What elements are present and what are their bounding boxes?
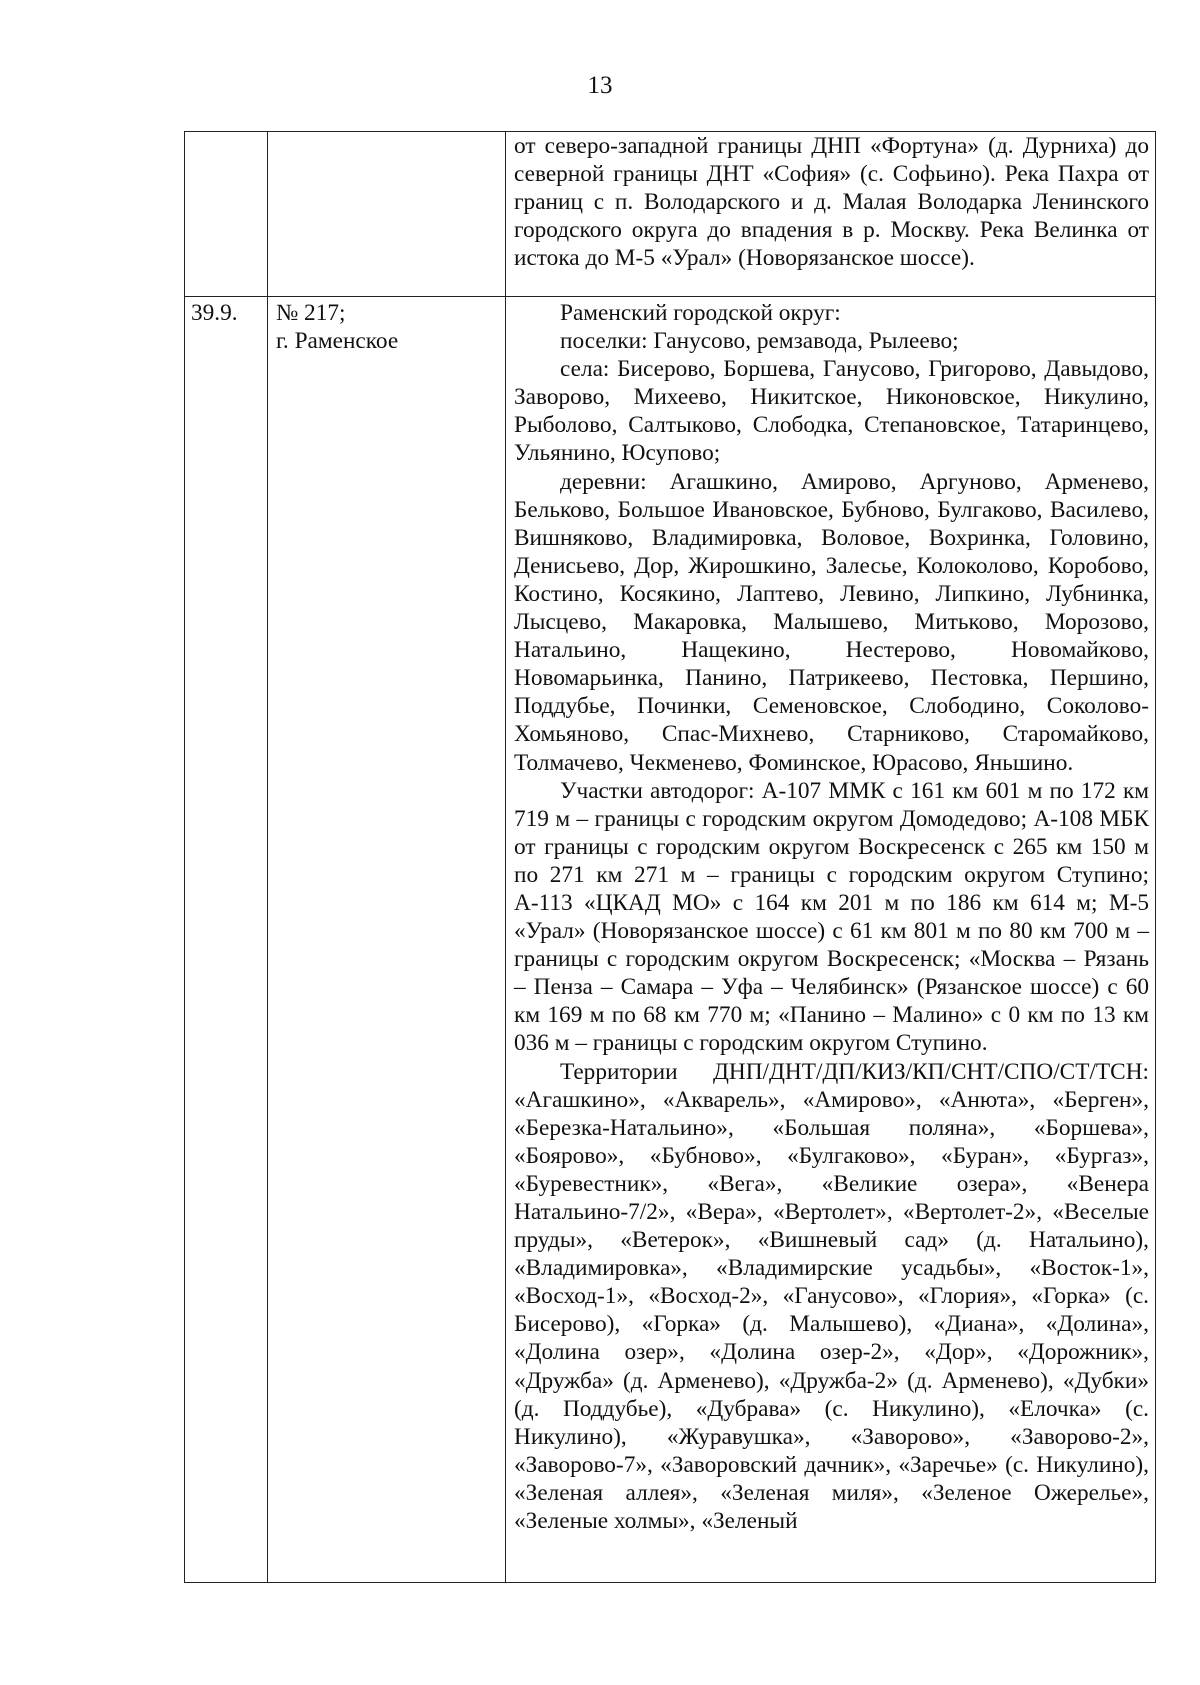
- description-paragraph-settlements: поселки: Ганусово, ремзавода, Рылеево;: [560, 328, 959, 355]
- region-description-cell: [506, 132, 1156, 297]
- regions-table: [184, 131, 1156, 1583]
- region-description-cell: [506, 297, 1156, 1583]
- district-city: г. Раменское: [276, 328, 399, 355]
- description-paragraph-territories: Территории ДНП/ДНТ/ДП/КИЗ/КП/СНТ/СПО/СТ/ТСН: «Агашкино», «Акварель», «Амирово», «Анюта», «Берген», «Березка-Натальино», «Большая поляна», «Боршева», «Боярово», «Бубново», «Булгаково», «Буран», «Бургаз», «Буревестник», «Вега», «Великие озера», «Венера Натальино-7/2», «Вера», «Вертолет», «Вертолет-2», «Веселые пруды», «Ветерок», «Вишневый сад» (д. Натальино), «Владимировка», «Владимирские усадьбы», «Восток-1», «Восход-1», «Восход-2», «Ганусово», «Глория», «Горка» (с. Бисерово), «Горка» (д. Малышево), «Диана», «Долина», «Долина озер», «Долина озер-2», «Дор», «Дорожник», «Дружба» (д. Арменево), «Дружба-2» (д. Арменево), «Дубки» (д. Поддубье), «Дубрава» (с. Никулино), «Елочка» (с. Никулино), «Журавушка», «Заворово», «Заворово-2», «Заворово-7», «Заворовский дачник», «Заречье» (с. Никулино), «Зеленая аллея», «Зеленая миля», «Зеленое Ожерелье», «Зеленые холмы», «Зеленый: [514, 1058, 1149, 1535]
- description-paragraph-hamlets: деревни: Агашкино, Амирово, Аргуново, Арменево, Бельково, Большое Ивановское, Бубново, Булгаково, Василево, Вишняково, Владимировка, Воловое, Вохринка, Головино, Денисьево, Дор, Жирошкино, Залесье, Колоколово, Коробово, Костино, Косякино, Лаптево, Левино, Липкино, Лубнинка, Лысцево, Макаровка, Малышево, Митьково, Морозово, Натальино, Нащекино, Нестерово, Новомайково, Новомарьинка, Панино, Патрикеево, Пестовка, Першино, Поддубье, Починки, Семеновское, Слободино, Соколово-Хомьяново, Спас-Михнево, Старниково, Старомайково, Толмачево, Чекменево, Фоминское, Юрасово, Яньшино.: [514, 468, 1149, 776]
- description-paragraph: от северо-западной границы ДНП «Фортуна» (д. Дурниха) до северной границы ДНТ «София» (с. Софьино). Река Пахра от границ с п. Володарского и д. Малая Володарка Ленинского городского округа до впадения в р. Москву. Река Велинка от истока до М-5 «Урал» (Новорязанское шоссе).: [514, 133, 1149, 272]
- table-row: [185, 297, 1156, 1583]
- row-number-cell: [185, 132, 268, 297]
- page-number: 13: [587, 72, 613, 99]
- region-name-cell: [268, 297, 506, 1583]
- description-paragraph-heading: Раменский городской округ:: [560, 300, 841, 326]
- description-paragraph-villages: села: Бисерово, Боршева, Ганусово, Григорово, Давыдово, Заворово, Михеево, Никитское, Никоновское, Никулино, Рыболово, Салтыково, Слободка, Степановское, Татаринцево, Ульянино, Юсупово;: [514, 356, 1149, 467]
- row-number-cell: 39.9.: [185, 297, 268, 1583]
- district-number: № 217;: [276, 300, 346, 326]
- region-name-cell: [268, 132, 506, 297]
- table-row: [185, 132, 1156, 297]
- description-paragraph-roads: Участки автодорог: А-107 ММК с 161 км 601 м по 172 км 719 м – границы с городским округом Домодедово; А-108 МБК от границы с городским округом Воскресенск с 265 км 150 м по 271 км 271 м – границы с городским округом Ступино; А-113 «ЦКАД МО» с 164 км 201 м по 186 км 614 м; М-5 «Урал» (Новорязанское шоссе) с 61 км 801 м по 80 км 700 м – границы с городским округом Воскресенск; «Москва – Рязань – Пенза – Самара – Уфа – Челябинск» (Рязанское шоссе) с 60 км 169 м по 68 км 770 м; «Панино – Малино» с 0 км по 13 км 036 м – границы с городским округом Ступино.: [514, 777, 1149, 1057]
